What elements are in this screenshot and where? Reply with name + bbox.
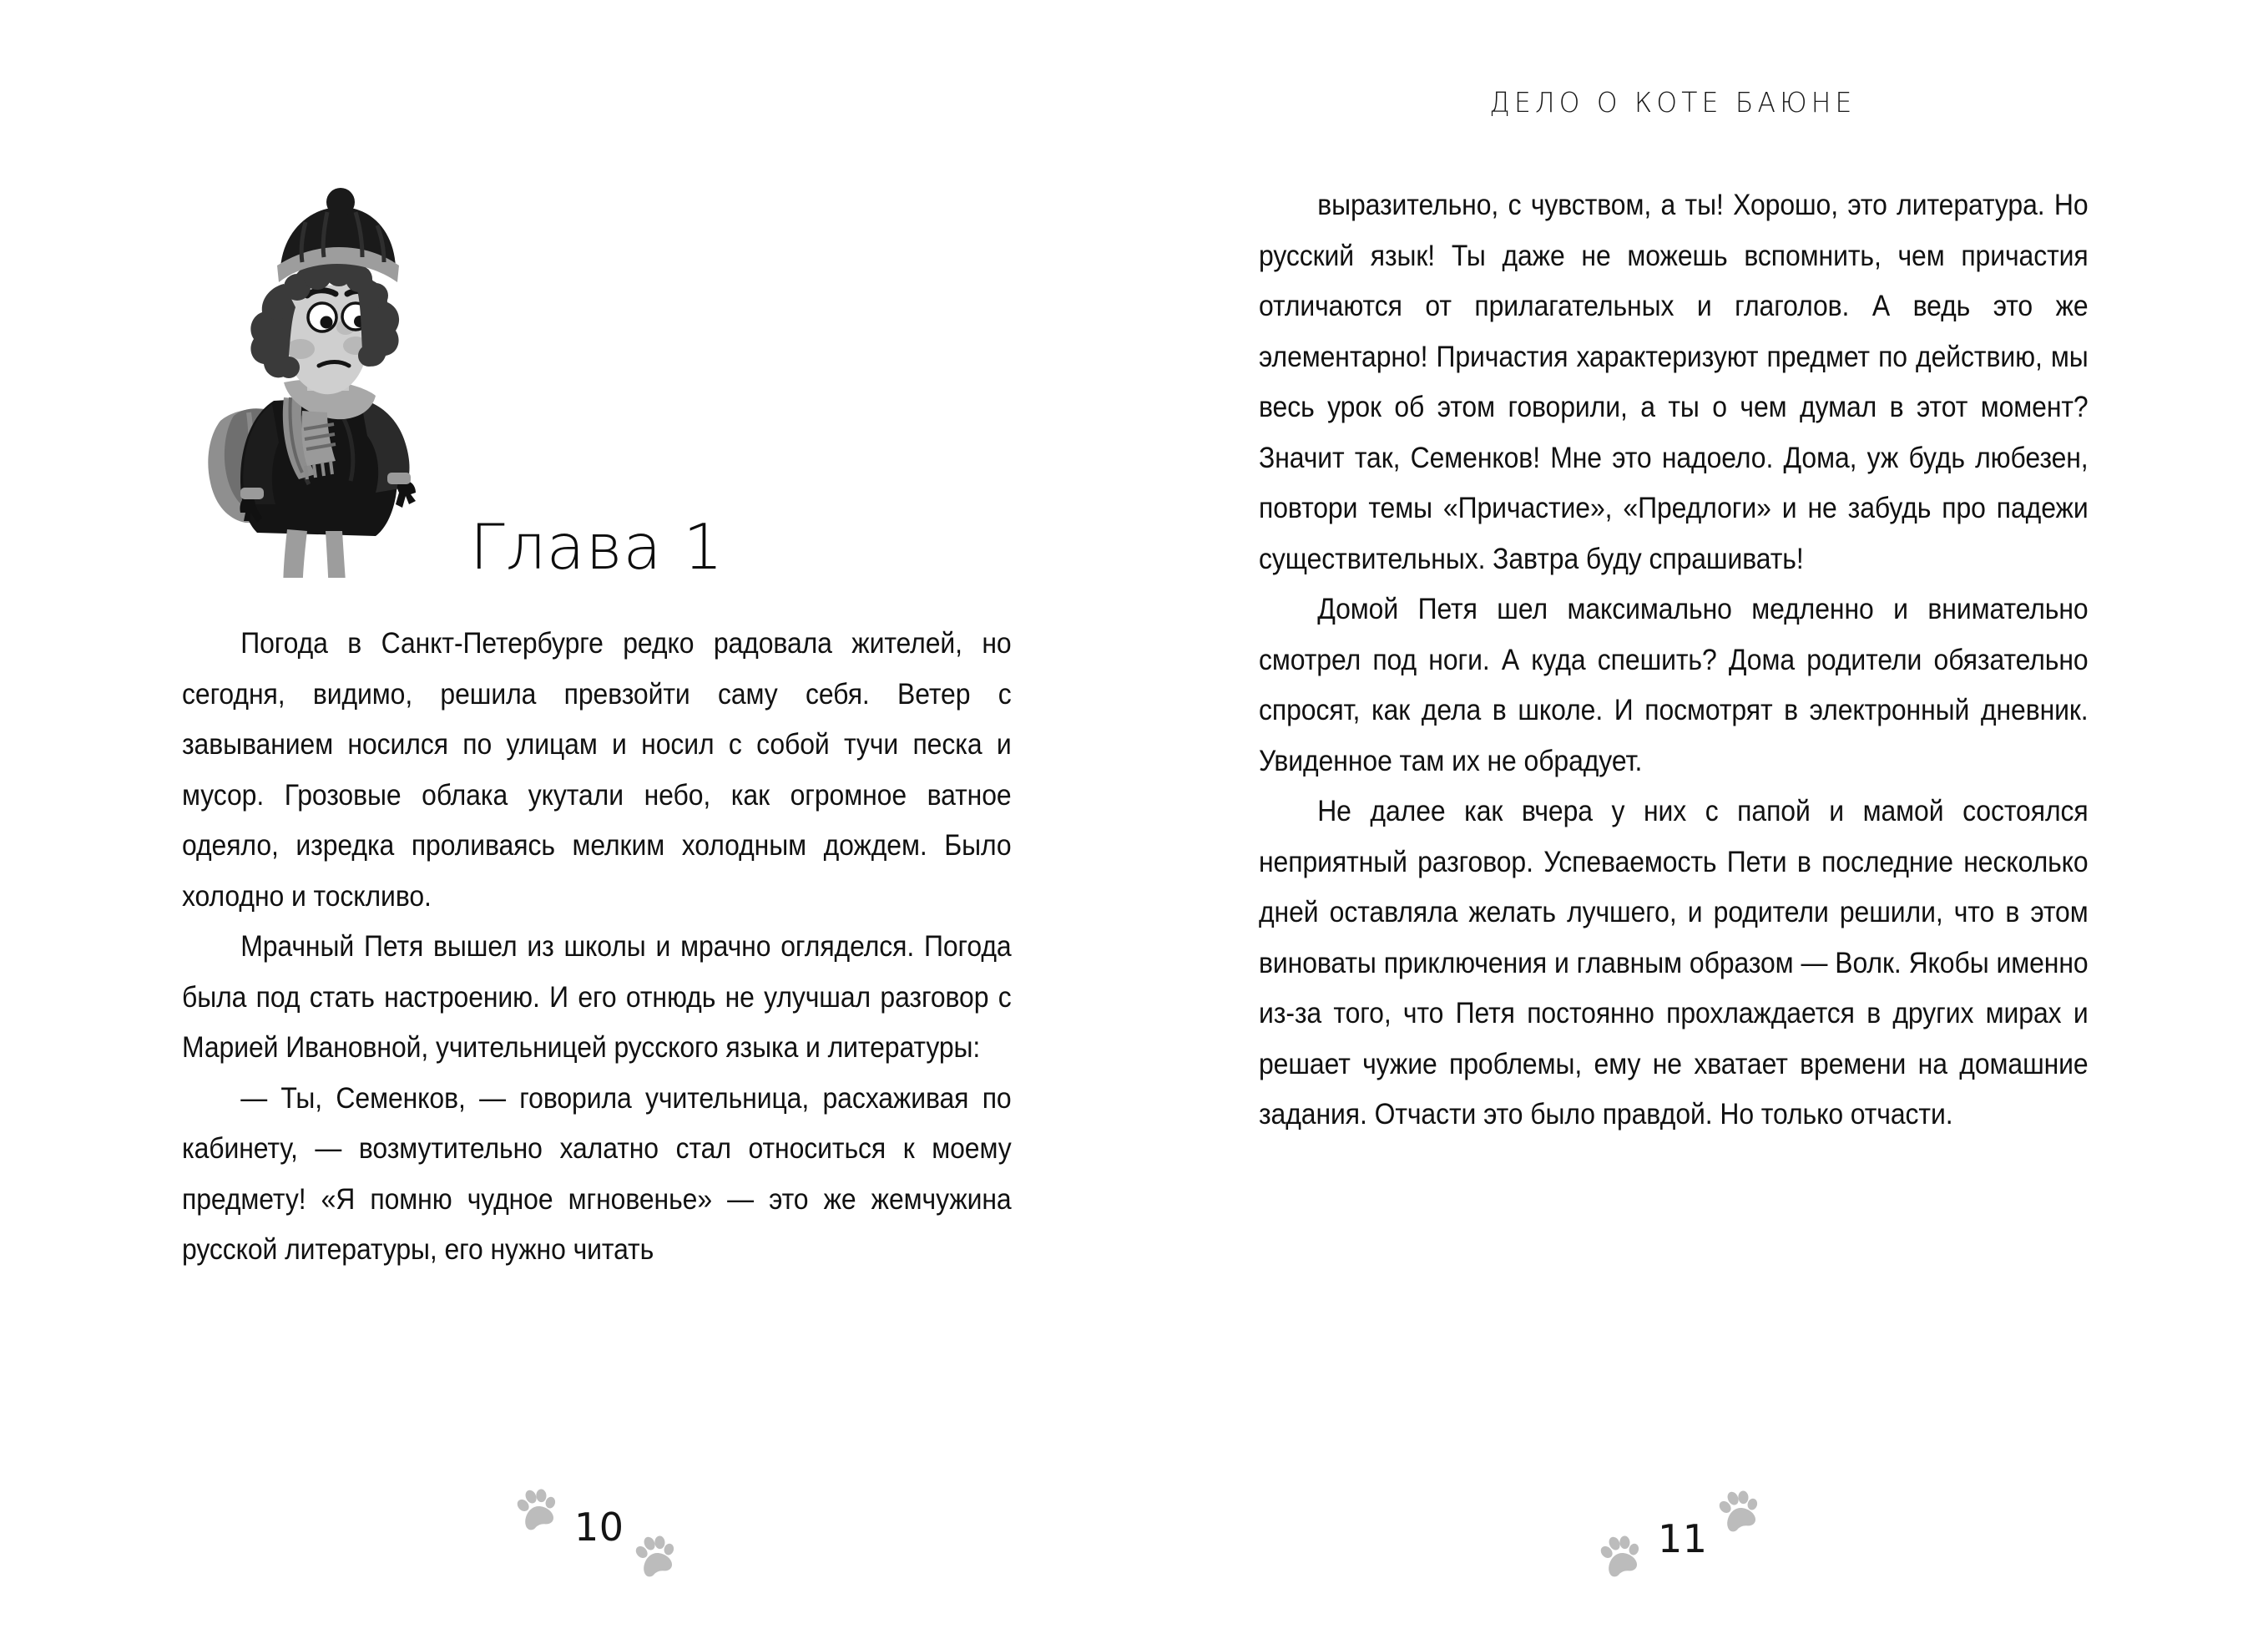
left-page-body <box>182 618 1012 1275</box>
paw-print-icon <box>1592 1529 1647 1584</box>
paragraph: Мрачный Петя вышел из школы и мрачно огляделся. Погода была под стать настроению. И его отнюдь не улучшал разговор с Марией Ивановной, учительницей русского языка и литературы: <box>182 929 1012 1064</box>
paragraph: Не далее как вчера у них с папой и мамой состоялся неприятный разговор. Успеваемость Пети в последние несколько дней оставляла желать лучшего, и родители решили, что в этом виноваты приключения и главным образом — Волк. Якобы именно из-за того, что Петя постоянно прохлаждается в других мирах и решает чужие проблемы, ему не хватает времени на домашние задания. Отчасти это было правдой. Но только отчасти. <box>1259 794 2089 1131</box>
paw-print-icon <box>508 1482 563 1537</box>
paragraph: Погода в Санкт-Петербурге редко радовала жителей, но сегодня, видимо, решила превзойти саму себя. Ветер с завыванием носился по улицам и носил с собой тучи песка и мусор. Грозовые облака укутали небо, как огромное ватное одеяло, изредка проливаясь мелким холодным дождем. Было холодно и тоскливо. <box>182 626 1012 913</box>
page-number: 11 <box>1658 1516 1708 1561</box>
paragraph: — Ты, Семенков, — говорила учительница, расхаживая по кабинету, — возмутительно халатно стал относиться к моему предмету! «Я помню чудное мгновенье» — это же жемчужина русской литературы, его нужно читать <box>182 1080 1012 1266</box>
paragraph: Домой Петя шел максимально медленно и внимательно смотрел под ноги. А куда спешить? Дома родители обязательно спросят, как дела в школе. И посмотрят в электронный дневник. Увиденное там их не обрадует. <box>1259 592 2089 777</box>
page-number: 10 <box>574 1505 624 1550</box>
paw-print-icon <box>1710 1484 1765 1539</box>
folio-left <box>484 1486 735 1644</box>
folio-right <box>1586 1486 1836 1644</box>
running-head: ДЕЛО О КОТЕ БАЮНЕ <box>1489 86 1856 119</box>
paragraph: выразительно, с чувством, а ты! Хорошо, это литература. Но русский язык! Ты даже не можешь вспомнить, чем причастия отличаются от прилагательных и глаголов. А ведь это же элементарно! Причастия характеризуют предмет по действию, мы весь урок об этом говорили, а ты о чем думал в этот момент? Значит так, Семенков! Мне это надоело. Дома, уж будь любезен, повтори темы «Причастие», «Предлоги» и не забудь про падежи существительных. Завтра буду спрашивать! <box>1259 188 2089 575</box>
paw-print-icon <box>627 1529 682 1584</box>
chapter-title: Глава 1 <box>469 510 725 584</box>
right-page-body <box>1259 180 2089 1140</box>
